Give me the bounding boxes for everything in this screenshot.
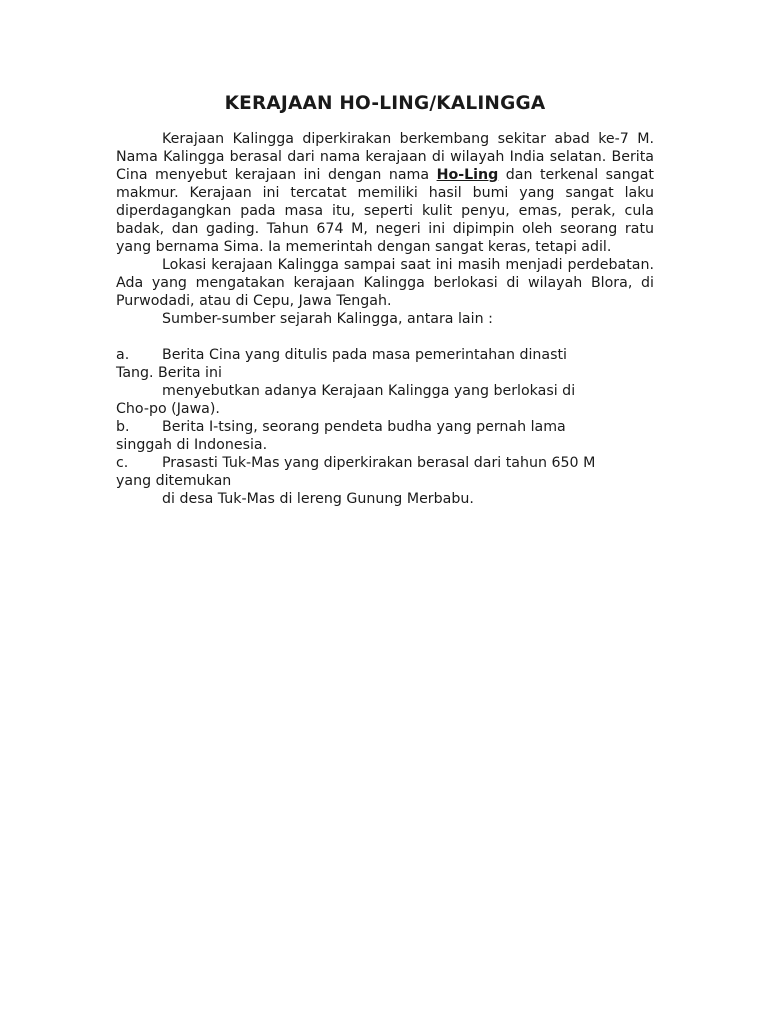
list-marker-b: b. xyxy=(116,419,130,435)
list-item-b-line-2: singgah di Indonesia. xyxy=(116,437,268,453)
list-marker-c: c. xyxy=(116,455,129,471)
paragraph-1-text-after: dan terkenal sangat makmur. Kerajaan ini tercatat memiliki hasil bumi yang sangat laku diperdagangkan pada masa itu, seperti kulit penyu, emas, perak, cula badak, dan gading. Tahun 674 M, negeri ini dipimpin oleh seorang ratu yang bernama Sima. Ia memerintah dengan sangat keras, tetapi adil. xyxy=(116,167,654,255)
list-item-a-line-3: menyebutkan adanya Kerajaan Kalingga yang berlokasi di xyxy=(162,383,576,399)
list-item-a xyxy=(116,346,654,418)
ho-ling-link[interactable]: Ho-Ling xyxy=(436,167,499,183)
list-item-a-line-4: Cho-po (Jawa). xyxy=(116,401,220,417)
list-item-a-text-1: Berita Cina yang ditulis pada masa pemerintahan dinasti xyxy=(162,347,567,363)
document-title: KERAJAAN HO-LING/KALINGGA xyxy=(224,93,546,114)
paragraph-3: Sumber-sumber sejarah Kalingga, antara lain : xyxy=(162,311,493,327)
paragraph-1-text-before: Kerajaan Kalingga diperkirakan berkembang sekitar abad ke-7 M. Nama Kalingga berasal dari nama kerajaan di wilayah India selatan. Berita Cina menyebut kerajaan ini dengan nama xyxy=(116,131,654,183)
list-item-c-text-1: Prasasti Tuk-Mas yang diperkirakan berasal dari tahun 650 M xyxy=(162,455,596,471)
sources-list xyxy=(116,346,654,508)
list-item-c-line-2: yang ditemukan xyxy=(116,473,232,489)
list-marker-a: a. xyxy=(116,347,130,363)
list-item-a-line-2: Tang. Berita ini xyxy=(116,365,222,381)
paragraph-2: Lokasi kerajaan Kalingga sampai saat ini masih menjadi perdebatan. Ada yang mengatakan kerajaan Kalingga berlokasi di wilayah Blora, di Purwodadi, atau di Cepu, Jawa Tengah. xyxy=(116,257,654,309)
blank-line xyxy=(116,328,654,346)
list-item-a-line-1 xyxy=(116,346,654,364)
list-item-c-line-3: di desa Tuk-Mas di lereng Gunung Merbabu. xyxy=(162,491,474,507)
list-item-b-line-1 xyxy=(116,418,654,436)
list-item-b xyxy=(116,418,654,454)
list-item-c xyxy=(116,454,654,508)
document-page xyxy=(116,92,654,508)
paragraph-1 xyxy=(116,130,654,256)
list-item-b-text-1: Berita I-tsing, seorang pendeta budha yang pernah lama xyxy=(162,419,566,435)
list-item-c-line-1 xyxy=(116,454,654,472)
